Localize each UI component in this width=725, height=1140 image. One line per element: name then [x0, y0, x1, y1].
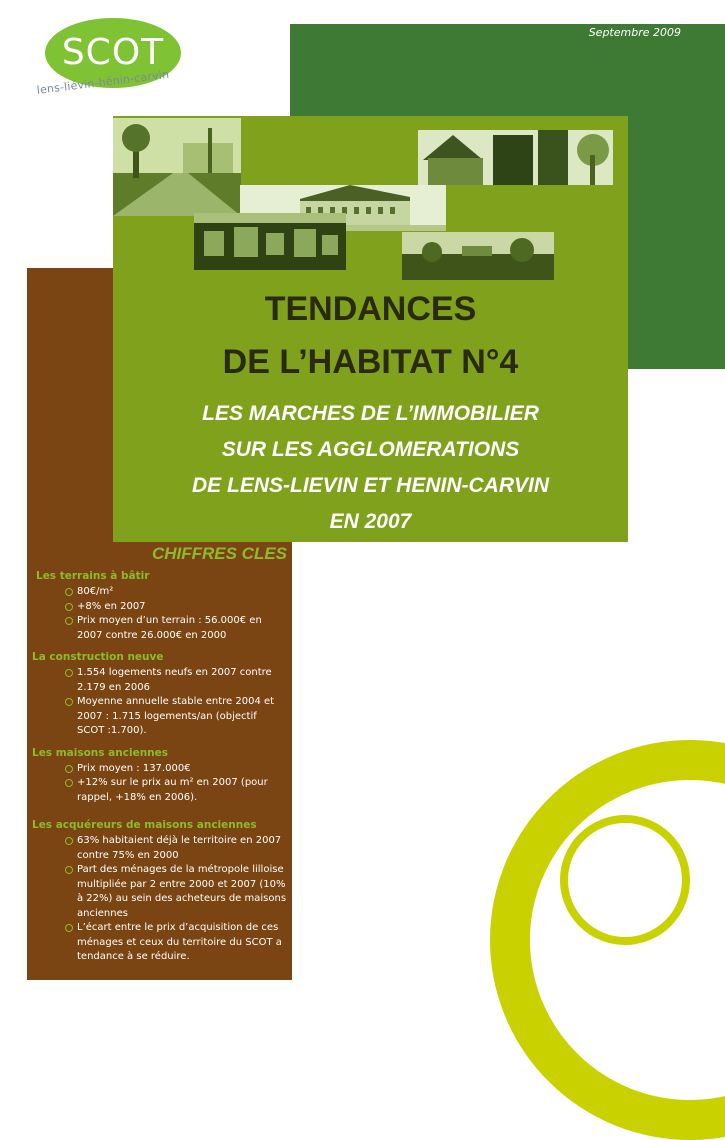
- list-item-text: +8% en 2007: [77, 600, 146, 612]
- subtitle: [113, 396, 628, 540]
- section-heading: Les terrains à bâtir: [36, 570, 150, 582]
- list-item-text: Prix moyen : 137.000€: [77, 762, 191, 774]
- list-item: [65, 600, 287, 615]
- photo-town: [194, 213, 346, 270]
- list-item-text: 80€/m²: [77, 586, 114, 597]
- list-item: [65, 776, 287, 805]
- section-heading: Les maisons anciennes: [32, 746, 169, 759]
- decorative-ring-small: [560, 815, 690, 945]
- photo-houses: [418, 130, 613, 185]
- list-item-text: L’écart entre le prix d’acquisition de ces ménages et ceux du territoire du SCOT a tendance à se réduire.: [77, 922, 282, 962]
- circle-bullet-icon: [65, 765, 73, 773]
- circle-bullet-icon: [65, 603, 73, 611]
- list-item: [65, 762, 287, 777]
- list-item: [65, 834, 287, 863]
- list-item: [65, 585, 287, 600]
- section-items: [32, 666, 287, 739]
- list-item: [65, 666, 287, 695]
- subtitle-line: LES MARCHES DE L’IMMOBILIER: [202, 402, 539, 425]
- key-figures-list: [32, 570, 287, 973]
- publication-date: Septembre 2009: [588, 26, 681, 39]
- list-item-text: 1.554 logements neufs en 2007 contre 2.179 en 2006: [77, 667, 272, 693]
- title-line-2: DE L’HABITAT N°4: [222, 343, 519, 381]
- subtitle-line: DE LENS-LIEVIN ET HENIN-CARVIN: [191, 474, 550, 497]
- section-items: [32, 834, 287, 965]
- section-heading: La construction neuve: [32, 651, 164, 663]
- circle-bullet-icon: [65, 837, 73, 845]
- scot-logo: SCOT: [45, 18, 181, 88]
- list-item-text: Part des ménages de la métropole lilloise multipliée par 2 entre 2000 et 2007 (10% à 22%) au sein des acheteurs de maisons anciennes: [77, 864, 287, 919]
- list-item: [65, 921, 287, 965]
- list-item-text: 63% habitaient déjà le territoire en 2007 contre 75% en 2000: [77, 835, 282, 861]
- photo-landscape: [402, 232, 554, 280]
- subtitle-line: EN 2007: [329, 510, 412, 533]
- circle-bullet-icon: [65, 617, 73, 625]
- list-item-text: Moyenne annuelle stable entre 2004 et 2007 : 1.715 logements/an (objectif SCOT :1.700).: [77, 696, 275, 736]
- photo-street: [113, 118, 241, 216]
- list-item: [65, 863, 287, 921]
- key-figures-heading: CHIFFRES CLES: [151, 544, 287, 563]
- title-line-1: TENDANCES: [264, 290, 477, 328]
- circle-bullet-icon: [65, 698, 73, 706]
- logo-subtitle: lens-liévin-hénin-carvin: [36, 67, 170, 97]
- list-item-text: Prix moyen d’un terrain : 56.000€ en 2007 contre 26.000€ en 2000: [77, 615, 262, 641]
- circle-bullet-icon: [65, 866, 73, 874]
- list-item: [65, 614, 287, 643]
- section-items: [32, 762, 287, 806]
- circle-bullet-icon: [65, 779, 73, 787]
- circle-bullet-icon: [65, 924, 73, 932]
- section-items: [32, 585, 287, 643]
- circle-bullet-icon: [65, 588, 73, 596]
- list-item-text: +12% sur le prix au m² en 2007 (pour rappel, +18% en 2006).: [77, 777, 268, 803]
- list-item: [65, 695, 287, 739]
- section-heading: Les acquéreurs de maisons anciennes: [32, 819, 257, 831]
- subtitle-line: SUR LES AGGLOMERATIONS: [221, 438, 520, 461]
- circle-bullet-icon: [65, 669, 73, 677]
